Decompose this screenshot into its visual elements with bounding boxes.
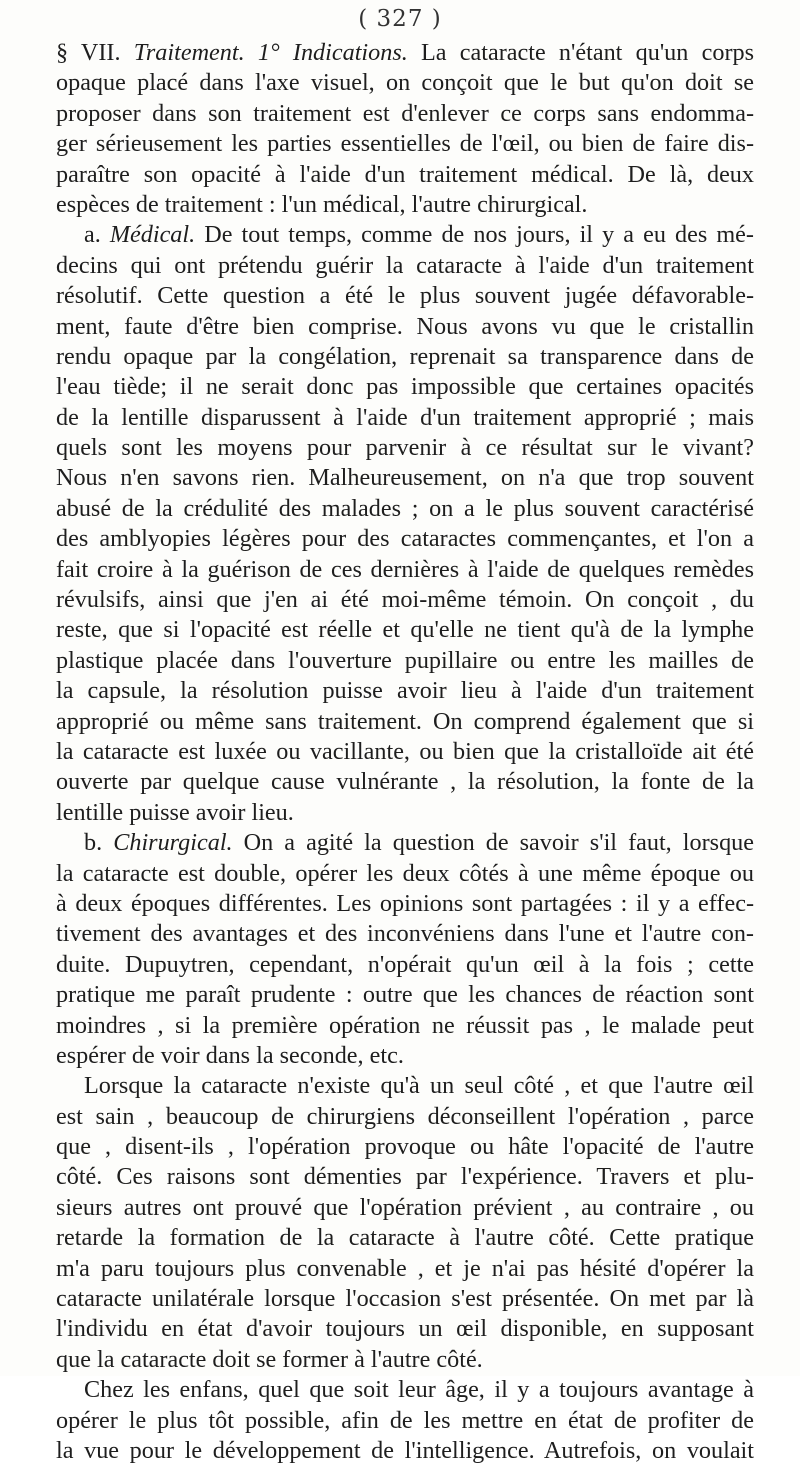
text-run: abusé de la crédulité des malades ; on a le plus souvent caractérisé [56, 494, 754, 522]
text-line [56, 524, 754, 554]
text-line [56, 342, 754, 372]
text-line [56, 859, 754, 889]
text-run: Nous n'en savons rien. Malheureusement, on n'a que trop souvent [56, 464, 754, 492]
text-line [56, 676, 754, 706]
text-run: opérer le plus tôt possible, afin de les mettre en état de profiter de [56, 1406, 754, 1434]
text-line [56, 1162, 754, 1192]
text-run: m'a paru toujours plus convenable , et je n'ai pas hésité d'opérer la [56, 1254, 754, 1282]
text-line [56, 1345, 754, 1375]
text-run: ouverte par quelque cause vulnérante , la résolution, la fonte de la [56, 768, 754, 796]
text-run: La cataracte n'étant qu'un corps [407, 39, 755, 66]
text-line [56, 68, 754, 98]
text-line [56, 646, 754, 676]
text-run: sieurs autres ont prouvé que l'opération prévient , au contraire , ou [56, 1193, 754, 1221]
text-run: opaque placé dans l'axe visuel, on conçoit que le but qu'on doit se [56, 69, 754, 97]
text-line [56, 919, 754, 949]
text-run: révulsifs, ainsi que j'en ai été moi-même témoin. On conçoit , du [56, 586, 754, 614]
text-line [56, 1375, 754, 1405]
text-line [56, 950, 754, 980]
text-line [56, 615, 754, 645]
text-run: Chez les enfans, quel que soit leur âge, il y a toujours avantage à [84, 1376, 754, 1404]
text-run: duite. Dupuytren, cependant, n'opérait qu'un œil à la fois ; cette [56, 950, 754, 978]
italic-run: Traitement. 1° Indications. [133, 39, 408, 66]
italic-run: Chirurgical. [113, 829, 233, 857]
text-run: la capsule, la résolution puisse avoir lieu à l'aide d'un traitement [56, 677, 754, 705]
text-run: moindres , si la première opération ne réussit pas , le malade peut [56, 1011, 754, 1039]
text-line [56, 1314, 754, 1344]
text-run: pratique me paraît prudente : outre que les chances de réaction sont [56, 981, 754, 1009]
text-run: la cataracte est luxée ou vacillante, ou bien que la cristalloïde ait été [56, 737, 754, 765]
text-line [56, 99, 754, 129]
italic-run: Médical. [109, 221, 196, 249]
text-run: de la lentille disparussent à l'aide d'un traitement approprié ; mais [56, 403, 754, 431]
text-run: decins qui ont prétendu guérir la cataracte à l'aide d'un traitement [56, 251, 754, 279]
text-run: b. [84, 829, 114, 857]
text-run: a. [84, 221, 110, 249]
text-line [56, 372, 754, 402]
body-text [56, 38, 754, 1466]
text-line [56, 1132, 754, 1162]
text-run: ment, faute d'être bien comprise. Nous avons vu que le cristallin [56, 312, 754, 340]
text-run: § VII. [56, 39, 134, 66]
text-line [56, 251, 754, 281]
text-line [56, 129, 754, 159]
text-line [56, 707, 754, 737]
text-run: fait croire à la guérison de ces dernières à l'aide de quelques remèdes [56, 555, 754, 583]
page-number: ( 327 ) [358, 6, 442, 32]
text-line [56, 828, 754, 858]
text-run: espérer de voir dans la seconde, etc. [56, 1041, 404, 1069]
text-run: la vue pour le développement de l'intelligence. Autrefois, on voulait [56, 1436, 754, 1464]
text-line [56, 767, 754, 797]
text-line [56, 403, 754, 433]
text-run: approprié ou même sans traitement. On comprend également que si [56, 707, 754, 735]
text-run: plastique placée dans l'ouverture pupillaire ou entre les mailles de [56, 646, 754, 674]
text-line [56, 889, 754, 919]
text-line [56, 1284, 754, 1314]
text-line [56, 737, 754, 767]
text-line [56, 798, 754, 828]
text-run: côté. Ces raisons sont démenties par l'expérience. Travers et plu- [56, 1163, 754, 1191]
text-run: ger sérieusement les parties essentielles de l'œil, ou bien de faire dis- [56, 130, 754, 158]
text-line [56, 1193, 754, 1223]
text-run: paraître son opacité à l'aide d'un traitement médical. De là, deux [56, 160, 754, 188]
text-line [56, 433, 754, 463]
text-run: reste, que si l'opacité est réelle et qu'elle ne tient qu'à de la lymphe [56, 616, 754, 644]
text-line [56, 160, 754, 190]
text-run: que , disent-ils , l'opération provoque ou hâte l'opacité de l'autre [56, 1133, 754, 1161]
text-line [56, 1254, 754, 1284]
text-run: Lorsque la cataracte n'existe qu'à un seul côté , et que l'autre œil [84, 1072, 754, 1100]
text-run: tivement des avantages et des inconvéniens dans l'une et l'autre con- [56, 920, 754, 948]
text-line [56, 1436, 754, 1466]
text-run: des amblyopies légères pour des cataractes commençantes, et l'on a [56, 525, 754, 553]
text-line [56, 38, 754, 68]
text-line [56, 1011, 754, 1041]
text-run: l'individu en état d'avoir toujours un œil disponible, en supposant [56, 1315, 754, 1343]
text-line [56, 585, 754, 615]
text-line [56, 1406, 754, 1436]
text-run: quels sont les moyens pour parvenir à ce résultat sur le vivant? [56, 434, 754, 462]
text-run: lentille puisse avoir lieu. [56, 798, 294, 826]
text-run: De tout temps, comme de nos jours, il y a eu des mé- [195, 221, 754, 249]
text-line [56, 1102, 754, 1132]
text-run: la cataracte est double, opérer les deux côtés à une même époque ou [56, 859, 754, 887]
text-run: que la cataracte doit se former à l'autre côté. [56, 1345, 483, 1373]
text-line [56, 463, 754, 493]
text-line [56, 1041, 754, 1071]
text-run: retarde la formation de la cataracte à l'autre côté. Cette pratique [56, 1224, 754, 1252]
text-run: proposer dans son traitement est d'enlever ce corps sans endomma- [56, 99, 754, 127]
text-run: On a agité la question de savoir s'il faut, lorsque [232, 829, 755, 857]
text-line [56, 190, 754, 220]
text-run: cataracte unilatérale lorsque l'occasion s'est présentée. On met par là [56, 1285, 754, 1313]
text-run: rendu opaque par la congélation, reprenait sa transparence dans de [56, 342, 754, 370]
text-line [56, 555, 754, 585]
text-line [56, 980, 754, 1010]
text-line [56, 220, 754, 250]
text-line [56, 281, 754, 311]
text-run: résolutif. Cette question a été le plus souvent jugée défavorable- [56, 282, 754, 310]
text-line [56, 1071, 754, 1101]
text-line [56, 494, 754, 524]
text-line [56, 312, 754, 342]
text-run: espèces de traitement : l'un médical, l'autre chirurgical. [56, 190, 588, 218]
text-run: l'eau tiède; il ne serait donc pas impossible que certaines opacités [56, 373, 754, 401]
text-run: est sain , beaucoup de chirurgiens déconseillent l'opération , parce [56, 1102, 754, 1130]
text-run: à deux époques différentes. Les opinions sont partagées : il y a effec- [56, 889, 754, 917]
text-line [56, 1223, 754, 1253]
